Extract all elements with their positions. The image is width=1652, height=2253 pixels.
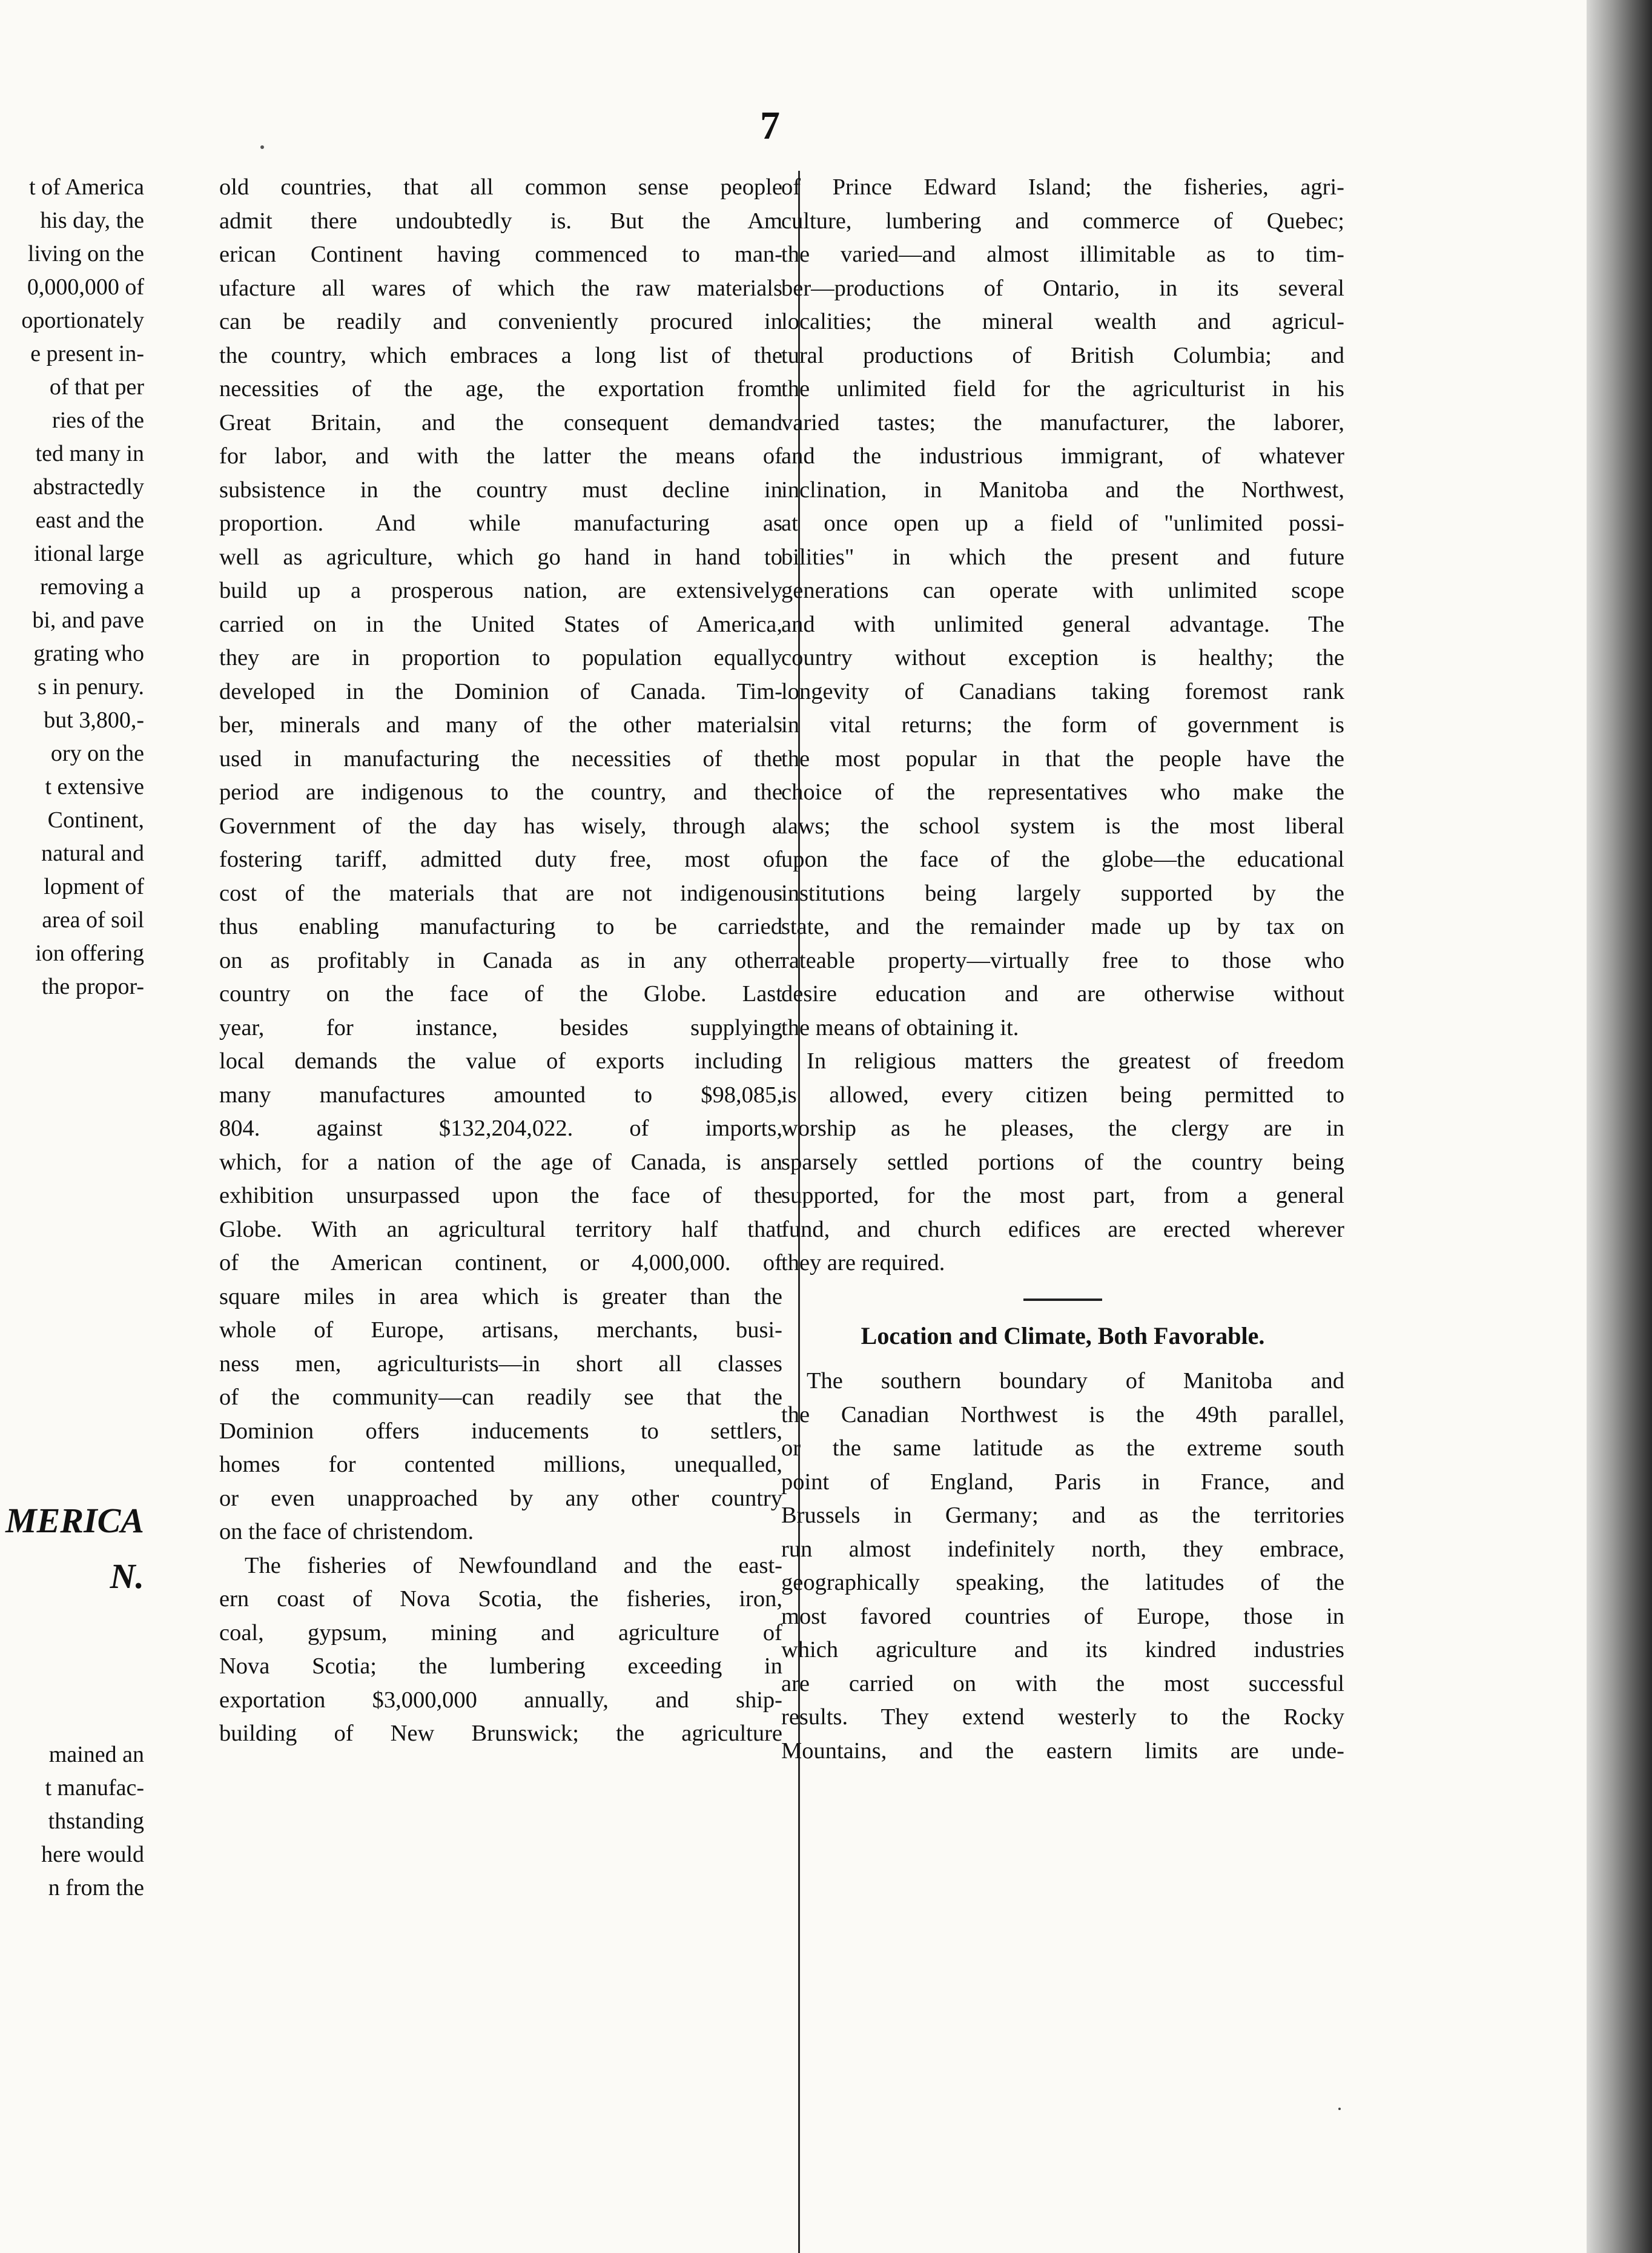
text-line: used in manufacturing the necessities of the	[219, 746, 782, 772]
text-line: which, for a nation of the age of Canada, is an	[219, 1149, 782, 1175]
text-line: of the community—can readily see that the	[219, 1385, 782, 1410]
text-line: The fisheries of Newfoundland and the east-	[245, 1552, 782, 1578]
text-line: ion offering	[35, 941, 144, 966]
text-line: east and the	[35, 508, 144, 533]
text-line: the Canadian Northwest is the 49th parallel,	[781, 1401, 1344, 1428]
section-heading: Location and Climate, Both Favorable.	[861, 1322, 1265, 1349]
text-line: period are indigenous to the country, and the	[219, 779, 782, 805]
text-line: localities; the mineral wealth and agricul-	[781, 309, 1344, 334]
left-column-fragment	[0, 171, 144, 1004]
left-column-heading-fragment	[0, 1493, 144, 1604]
ink-speck	[1338, 2108, 1341, 2110]
text-line: culture, lumbering and commerce of Quebec;	[781, 208, 1344, 234]
text-line: MERICA	[5, 1501, 144, 1540]
text-line: whole of Europe, artisans, merchants, busi-	[219, 1317, 782, 1343]
text-line: here would	[41, 1842, 144, 1867]
text-line: geographically speaking, the latitudes of the	[781, 1570, 1344, 1595]
text-line: build up a prosperous nation, are extensively	[219, 578, 782, 603]
text-line: exhibition unsurpassed upon the face of the	[219, 1183, 782, 1208]
text-line: The southern boundary of Manitoba and	[807, 1368, 1344, 1394]
text-line: t manufac-	[45, 1775, 144, 1801]
left-column-fragment-lower	[0, 1738, 144, 1905]
text-line: and with unlimited general advantage. The	[781, 611, 1344, 637]
text-line: and the industrious immigrant, of whatever	[781, 443, 1344, 469]
text-line: N.	[110, 1557, 144, 1596]
text-line: at once open up a field of "unlimited possi-	[781, 511, 1344, 536]
text-line: area of soil	[42, 907, 144, 933]
text-line: they are required.	[781, 1250, 945, 1275]
right-column	[781, 171, 1344, 1768]
text-line: lopment of	[44, 874, 144, 899]
text-line: sparsely settled portions of the country being	[781, 1149, 1344, 1175]
text-line: thstanding	[48, 1808, 144, 1834]
text-line: state, and the remainder made up by tax on	[781, 914, 1344, 939]
text-line: Government of the day has wisely, through a	[219, 813, 782, 839]
text-line: local demands the value of exports including	[219, 1048, 782, 1074]
text-line: are carried on with the most successful	[781, 1670, 1344, 1696]
text-line: living on the	[27, 241, 144, 266]
text-line: generations can operate with unlimited scope	[781, 578, 1344, 603]
text-line: the varied—and almost illimitable as to tim-	[781, 242, 1344, 267]
text-line: year, for instance, besides supplying	[219, 1014, 782, 1040]
text-line: most favored countries of Europe, those in	[781, 1603, 1344, 1629]
text-line: t extensive	[45, 774, 144, 799]
text-line: 804. against $132,204,022. of imports,	[219, 1116, 782, 1141]
right-column-paragraph-3	[781, 1365, 1344, 1768]
text-line: grating who	[33, 641, 144, 666]
text-line: Mountains, and the eastern limits are unde-	[781, 1738, 1344, 1764]
text-line: inclination, in Manitoba and the Northwest,	[781, 477, 1344, 503]
text-line: of Prince Edward Island; the fisheries, agri-	[781, 174, 1344, 200]
text-line: but 3,800,-	[44, 707, 144, 733]
text-line: s in penury.	[38, 674, 144, 700]
text-line: ness men, agriculturists—in short all classes	[219, 1351, 782, 1377]
text-line: which agriculture and its kindred industries	[781, 1637, 1344, 1662]
text-line: desire education and are otherwise without	[781, 981, 1344, 1007]
text-line: worship as he pleases, the clergy are in	[781, 1116, 1344, 1141]
text-line: thus enabling manufacturing to be carried	[219, 914, 782, 939]
text-line: the propor-	[41, 974, 144, 999]
text-line: bilities" in which the present and future	[781, 544, 1344, 570]
text-line: Continent,	[47, 807, 144, 833]
text-line: run almost indefinitely north, they embrace,	[781, 1536, 1344, 1562]
text-line: Great Britain, and the consequent demand	[219, 409, 782, 435]
text-line: many manufactures amounted to $98,085,	[219, 1082, 782, 1108]
text-line: Nova Scotia; the lumbering exceeding in	[219, 1653, 782, 1679]
text-line: fund, and church edifices are erected wherever	[781, 1216, 1344, 1242]
text-line: ted many in	[35, 441, 144, 466]
text-line: on the face of christendom.	[219, 1519, 474, 1544]
text-line: bi, and pave	[32, 607, 144, 633]
text-line: 0,000,000 of	[27, 274, 144, 300]
text-line: itional large	[34, 541, 144, 566]
text-line: Globe. With an agricultural territory half that	[219, 1216, 782, 1242]
text-line: proportion. And while manufacturing as	[219, 511, 782, 536]
text-line: institutions being largely supported by the	[781, 880, 1344, 906]
text-line: abstractedly	[33, 474, 144, 500]
text-line: developed in the Dominion of Canada. Tim-	[219, 678, 782, 704]
text-line: for labor, and with the latter the means of	[219, 443, 782, 469]
text-line: choice of the representatives who make the	[781, 779, 1344, 805]
text-line: or the same latitude as the extreme south	[781, 1435, 1344, 1461]
text-line: e present in-	[30, 341, 144, 366]
text-line: fostering tariff, admitted duty free, most of	[219, 847, 782, 872]
text-line: t of America	[29, 174, 144, 200]
text-line: longevity of Canadians taking foremost rank	[781, 678, 1344, 704]
text-line: n from the	[48, 1875, 144, 1901]
text-line: ber, minerals and many of the other materials	[219, 712, 782, 738]
text-line: erican Continent having commenced to man-	[219, 242, 782, 267]
text-line: is allowed, every citizen being permitted to	[781, 1082, 1344, 1108]
text-line: carried on in the United States of America,	[219, 611, 782, 637]
text-line: on as profitably in Canada as in any other	[219, 947, 782, 973]
text-line: country without exception is healthy; the	[781, 645, 1344, 670]
right-column-paragraph-2	[781, 1045, 1344, 1280]
text-line: the unlimited field for the agriculturist in his	[781, 376, 1344, 402]
page-number: 7	[760, 104, 780, 148]
text-line: building of New Brunswick; the agriculture	[219, 1721, 782, 1746]
section-divider	[1023, 1299, 1102, 1301]
text-line: ries of the	[52, 408, 144, 433]
text-line: coal, gypsum, mining and agriculture of	[219, 1619, 782, 1646]
text-line: the country, which embraces a long list of the	[219, 342, 782, 368]
text-line: Brussels in Germany; and as the territories	[781, 1503, 1344, 1528]
text-line: subsistence in the country must decline in	[219, 477, 782, 503]
text-line: the most popular in that the people have the	[781, 746, 1344, 772]
text-line: of the American continent, or 4,000,000. of	[219, 1250, 782, 1275]
text-line: of that per	[49, 374, 144, 400]
text-line: or even unapproached by any other country	[219, 1485, 782, 1511]
text-line: admit there undoubtedly is. But the Am	[219, 208, 782, 234]
text-line: In religious matters the greatest of freedom	[807, 1048, 1344, 1074]
text-line: his day, the	[40, 208, 144, 233]
text-line: well as agriculture, which go hand in hand to	[219, 544, 782, 570]
text-line: can be readily and conveniently procured in	[219, 309, 782, 334]
middle-column	[219, 171, 782, 1751]
text-line: laws; the school system is the most liberal	[781, 813, 1344, 839]
text-line: tural productions of British Columbia; and	[781, 342, 1344, 368]
text-line: mained an	[48, 1742, 144, 1767]
text-line: removing a	[39, 574, 144, 600]
text-line: ern coast of Nova Scotia, the fisheries, iron,	[219, 1586, 782, 1612]
text-line: results. They extend westerly to the Rocky	[781, 1704, 1344, 1730]
text-line: they are in proportion to population equally	[219, 645, 782, 670]
text-line: varied tastes; the manufacturer, the laborer,	[781, 409, 1344, 435]
text-line: supported, for the most part, from a general	[781, 1183, 1344, 1208]
text-line: exportation $3,000,000 annually, and ship-	[219, 1687, 782, 1713]
text-line: ufacture all wares of which the raw materials	[219, 275, 782, 301]
text-line: oportionately	[21, 308, 144, 333]
text-line: rateable property—virtually free to those who	[781, 947, 1344, 973]
text-line: upon the face of the globe—the educational	[781, 847, 1344, 872]
text-line: ory on the	[50, 741, 144, 766]
text-line: homes for contented millions, unequalled,	[219, 1452, 782, 1477]
right-column-paragraph-1	[781, 171, 1344, 1045]
text-line: square miles in area which is greater than the	[219, 1283, 782, 1309]
text-line: country on the face of the Globe. Last	[219, 981, 782, 1007]
text-line: ber—productions of Ontario, in its several	[781, 275, 1344, 301]
text-line: in vital returns; the form of government is	[781, 712, 1344, 738]
ink-speck	[260, 145, 264, 149]
text-line: old countries, that all common sense people	[219, 174, 782, 200]
text-line: natural and	[41, 841, 144, 866]
text-line: Dominion offers inducements to settlers,	[219, 1418, 782, 1444]
text-line: necessities of the age, the exportation from	[219, 376, 782, 402]
text-line: cost of the materials that are not indigenous	[219, 880, 782, 906]
page-edge-shadow	[1587, 0, 1652, 2253]
text-line: point of England, Paris in France, and	[781, 1469, 1344, 1495]
text-line: the means of obtaining it.	[781, 1014, 1019, 1040]
